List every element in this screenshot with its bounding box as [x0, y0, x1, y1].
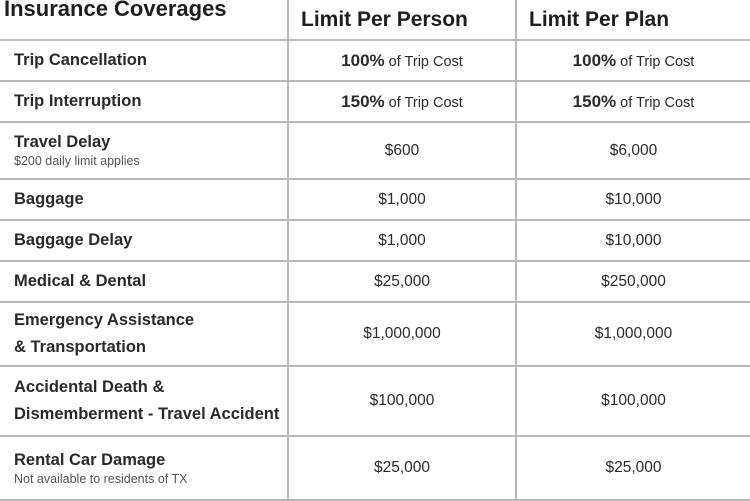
coverage-label — [0, 302, 288, 366]
percent-text: of Trip Cost — [616, 94, 695, 111]
coverage-label — [0, 81, 288, 122]
coverage-note: $200 daily limit applies — [14, 154, 140, 168]
table-row — [0, 81, 750, 122]
percent-text: of Trip Cost — [384, 94, 463, 111]
coverage-label — [0, 261, 288, 302]
table-row — [0, 220, 750, 261]
coverage-name: Baggage Delay — [14, 231, 133, 249]
header-limit-per-person: Limit Per Person — [288, 0, 516, 40]
coverage-label — [0, 179, 288, 220]
per-person-value: $1,000 — [288, 179, 516, 220]
percent-value: 150% — [341, 91, 385, 111]
table-row — [0, 436, 750, 500]
table-row — [0, 122, 750, 179]
table-row — [0, 40, 750, 81]
per-plan-value: $10,000 — [516, 220, 750, 261]
per-person-value: $25,000 — [288, 436, 516, 500]
per-person-value: $100,000 — [288, 366, 516, 436]
table-row — [0, 261, 750, 302]
coverage-name: Medical & Dental — [14, 272, 147, 290]
per-person-value — [288, 40, 516, 81]
coverage-name: Emergency Assistance — [14, 311, 195, 329]
per-plan-value: $100,000 — [516, 366, 750, 436]
per-plan-value: $1,000,000 — [516, 302, 750, 366]
percent-value: 100% — [572, 50, 617, 70]
percent-value: 100% — [341, 50, 385, 70]
coverage-name: Travel Delay — [14, 133, 111, 151]
header-limit-per-plan: Limit Per Plan — [516, 0, 750, 40]
table-row — [0, 302, 750, 366]
table-row — [0, 179, 750, 220]
coverage-name-line2: & Transportation — [14, 338, 147, 356]
per-plan-value — [516, 81, 750, 122]
coverage-note: Not available to residents of TX — [14, 471, 188, 486]
coverage-label — [0, 436, 288, 500]
coverage-label — [0, 40, 288, 81]
per-plan-value — [516, 40, 750, 81]
per-person-value: $1,000,000 — [288, 302, 516, 366]
coverage-label — [0, 366, 288, 436]
coverage-name: Baggage — [14, 190, 84, 208]
header-insurance-coverages — [0, 0, 288, 40]
coverage-name: Trip Cancellation — [14, 51, 147, 69]
per-person-value: $1,000 — [288, 220, 516, 261]
percent-text: of Trip Cost — [384, 53, 463, 70]
per-plan-value: $6,000 — [516, 122, 750, 179]
percent-value: 150% — [572, 91, 617, 111]
coverage-name-line2: Dismemberment - Travel Accident — [14, 405, 280, 423]
per-person-value — [288, 81, 516, 122]
per-person-value: $25,000 — [288, 261, 516, 302]
coverage-label — [0, 122, 288, 179]
per-plan-value: $25,000 — [516, 436, 750, 500]
per-plan-value: $10,000 — [516, 179, 750, 220]
coverage-name: Trip Interruption — [14, 92, 142, 110]
coverage-label — [0, 220, 288, 261]
coverage-name: Rental Car Damage — [14, 450, 166, 469]
header-insurance-coverages-text: Insurance Coverages — [4, 0, 227, 21]
table-row — [0, 366, 750, 436]
percent-text: of Trip Cost — [616, 53, 695, 70]
table-header-row — [0, 0, 750, 40]
coverage-name: Accidental Death & — [14, 378, 165, 396]
per-person-value: $600 — [288, 122, 516, 179]
per-plan-value: $250,000 — [516, 261, 750, 302]
